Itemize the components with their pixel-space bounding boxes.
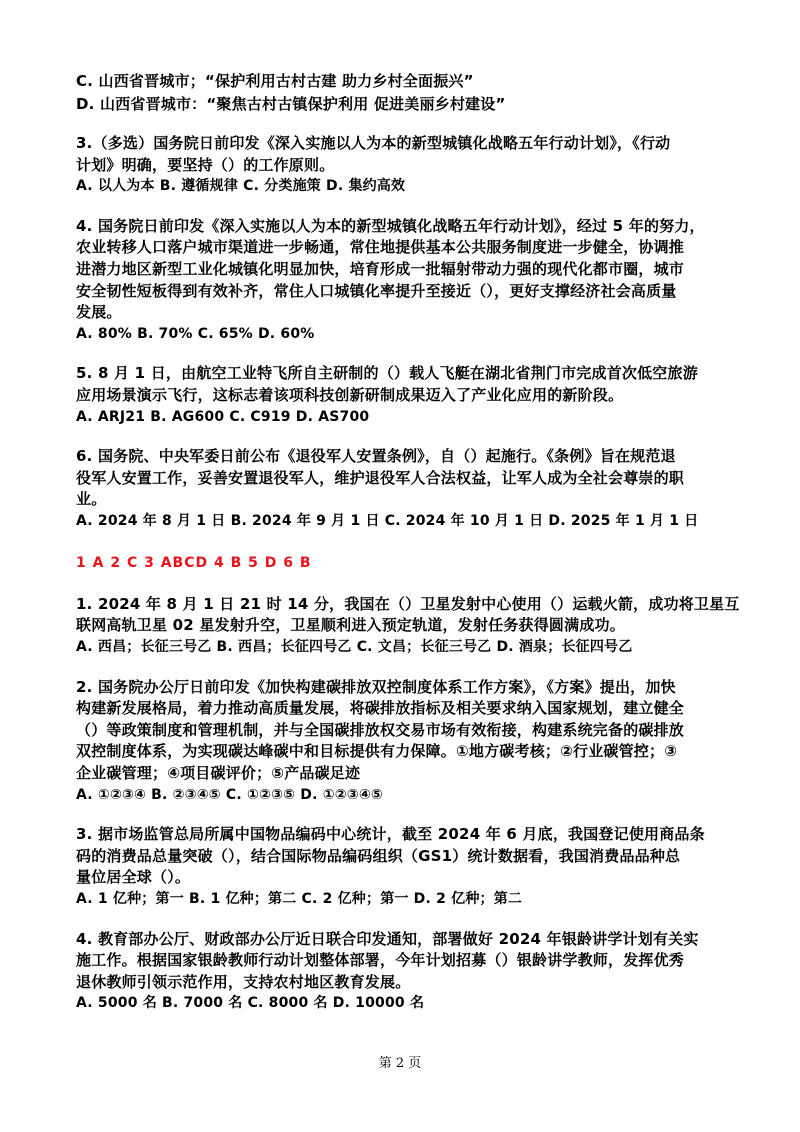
question-6-options: A. 2024 年 8 月 1 日 B. 2024 年 9 月 1 日 C. 2024 年 10 月 1 日 D. 2025 年 1 月 1 日 <box>76 512 699 529</box>
set2-question-2-line-5: 企业碳管理；④项目碳评价；⑤产品碳足迹 <box>76 763 361 782</box>
set2-question-1-options: A. 西昌；长征三号乙 B. 西昌；长征四号乙 C. 文昌；长征三号乙 D. 酒泉；长征四号乙 <box>76 638 633 655</box>
question-3-options: A. 以人为本 B. 遵循规律 C. 分类施策 D. 集约高效 <box>76 178 406 195</box>
question-3-line-2: 计划》明确，要坚持（）的工作原则。 <box>76 155 335 174</box>
set2-question-3-line-1: 3. 据市场监管总局所属中国物品编码中心统计，截至 2024 年 6 月底，我国登记使用商品条 <box>76 825 705 844</box>
question-4-options: A. 80% B. 70% C. 65% D. 60% <box>76 325 315 342</box>
option-d: D. 山西省晋城市：“聚焦古村古镇保护利用 促进美丽乡村建设” <box>76 95 506 114</box>
question-6-line-3: 业。 <box>76 490 107 509</box>
set2-question-3-line-3: 量位居全球（）。 <box>76 868 191 887</box>
question-4-line-4: 安全韧性短板得到有效补齐，常住人口城镇化率提升至接近（），更好支撑经济社会高质量 <box>76 281 677 300</box>
set2-question-3-options: A. 1 亿种；第一 B. 1 亿种；第二 C. 2 亿种；第一 D. 2 亿种；第二 <box>76 890 523 907</box>
question-4-line-1: 4. 国务院日前印发《深入实施以人为本的新型城镇化战略五年行动计划》，经过 5 年的努力， <box>76 216 705 235</box>
question-6-line-2: 役军人安置工作，妥善安置退役军人，维护退役军人合法权益，让军人成为全社会尊崇的职 <box>76 468 685 487</box>
question-4-line-5: 发展。 <box>76 303 122 322</box>
page-number: 第 2 页 <box>378 1056 422 1071</box>
question-4-line-3: 进潜力地区新型工业化城镇化明显加快，培育形成一批辐射带动力强的现代化都市圈，城市 <box>76 259 685 278</box>
question-5-line-2: 应用场景演示飞行，这标志着该项科技创新研制成果迈入了产业化应用的新阶段。 <box>76 385 624 404</box>
set2-question-4-line-1: 4. 教育部办公厅、财政部办公厅近日联合印发通知，部署做好 2024 年银龄讲学计划有关实 <box>76 929 699 948</box>
question-6-line-1: 6. 国务院、中央军委日前公布《退役军人安置条例》，自（）起施行。《条例》旨在规范退 <box>76 447 676 466</box>
set2-question-1-line-2: 联网高轨卫星 02 星发射升空，卫星顺利进入预定轨道，发射任务获得圆满成功。 <box>76 616 625 635</box>
option-c: C. 山西省晋城市；“保护利用古村古建 助力乡村全面振兴” <box>76 71 474 90</box>
set2-question-2-line-2: 构建新发展格局，着力推动高质量发展，将碳排放指标及相关要求纳入国家规划，建立健全 <box>76 699 685 718</box>
set2-question-2-line-3: （）等政策制度和管理机制，并与全国碳排放权交易市场有效衔接，构建系统完备的碳排放 <box>76 720 685 739</box>
set2-question-3-line-2: 码的消费品总量突破（），结合国际物品编码组织（GS1）统计数据看，我国消费品品种总 <box>76 846 681 865</box>
set2-question-4-line-2: 施工作。根据国家银龄教师行动计划整体部署，今年计划招募（）银龄讲学教师，发挥优秀 <box>76 951 685 970</box>
set2-question-2-line-1: 2. 国务院办公厅日前印发《加快构建碳排放双控制度体系工作方案》，《方案》提出，加快 <box>76 677 676 696</box>
set2-question-2-line-4: 双控制度体系，为实现碳达峰碳中和目标提供有力保障。①地方碳考核；②行业碳管控；③ <box>76 742 678 761</box>
set2-question-4-options: A. 5000 名 B. 7000 名 C. 8000 名 D. 10000 名 <box>76 995 425 1012</box>
set2-question-1-line-1: 1. 2024 年 8 月 1 日 21 时 14 分，我国在（）卫星发射中心使用（）运载火箭，成功将卫星互 <box>76 594 740 613</box>
set2-question-2-options: A. ①②③④ B. ②③④⑤ C. ①②③⑤ D. ①②③④⑤ <box>76 786 383 803</box>
question-3-line-1: 3.（多选）国务院日前印发《深入实施以人为本的新型城镇化战略五年行动计划》，《行动 <box>76 133 671 152</box>
answer-key: 1 A 2 C 3 ABCD 4 B 5 D 6 B <box>76 555 312 572</box>
set2-question-4-line-3: 退休教师引领示范作用，支持农村地区教育发展。 <box>76 972 411 991</box>
question-5-line-1: 5. 8 月 1 日，由航空工业特飞所自主研制的（）载人飞艇在湖北省荆门市完成首次低空旅游 <box>76 364 698 383</box>
question-4-line-2: 农业转移人口落户城市渠道进一步畅通，常住地提供基本公共服务制度进一步健全，协调推 <box>76 238 685 257</box>
question-5-options: A. ARJ21 B. AG600 C. C919 D. AS700 <box>76 408 370 425</box>
